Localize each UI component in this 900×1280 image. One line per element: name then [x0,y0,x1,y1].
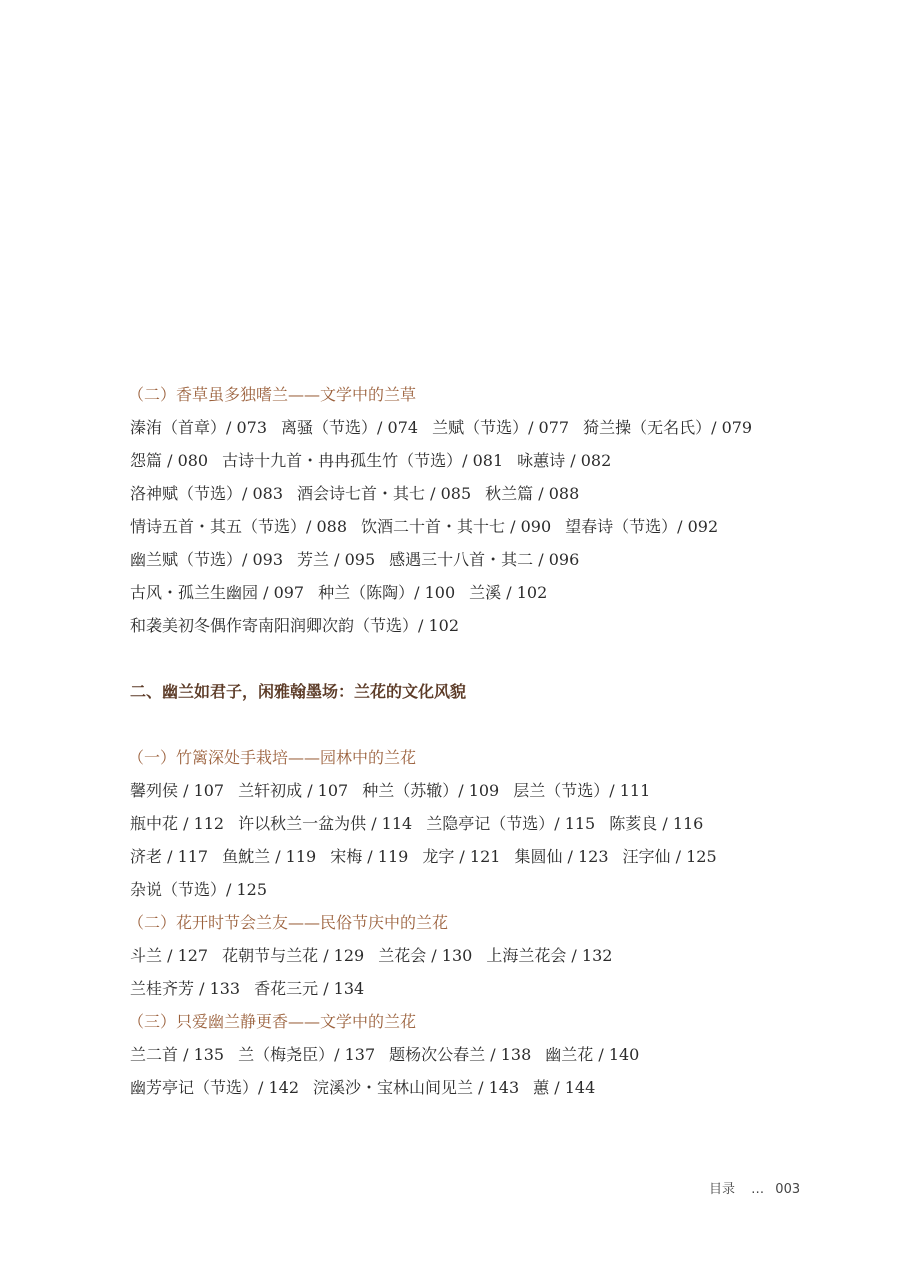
toc-entry[interactable]: 古诗十九首・冉冉孤生竹（节选）/ 081 [222,451,504,470]
toc-entry[interactable]: 宋梅 / 119 [330,847,409,866]
toc-entry[interactable]: 陈荄良 / 116 [609,814,704,833]
toc-entry[interactable]: 种兰（苏辙）/ 109 [362,781,500,800]
footer-label: 目录 [709,1182,736,1197]
toc-entry[interactable]: 情诗五首・其五（节选）/ 088 [130,517,348,536]
toc-entry[interactable]: 瓶中花 / 112 [130,814,225,833]
toc-entry[interactable]: 秋兰篇 / 088 [485,484,580,503]
section-heading: （三）只爱幽兰静更香——文学中的兰花 [128,1012,417,1031]
toc-line [130,609,850,642]
toc-entry[interactable]: 龙字 / 121 [422,847,501,866]
toc-line [130,477,850,510]
toc-entry[interactable]: 上海兰花会 / 132 [486,946,613,965]
toc-entry[interactable]: 离骚（节选）/ 074 [281,418,419,437]
toc-entry[interactable]: 济老 / 117 [130,847,209,866]
toc-entry[interactable]: 幽芳亭记（节选）/ 142 [130,1078,300,1097]
toc-entry[interactable]: 古风・孤兰生幽园 / 097 [130,583,305,602]
toc-entry[interactable]: 蕙 / 144 [533,1078,596,1097]
toc-entry[interactable]: 兰溪 / 102 [469,583,548,602]
toc-entry[interactable]: 集圆仙 / 123 [514,847,609,866]
toc-line [130,1038,850,1071]
page-footer [709,1178,800,1197]
toc-entry[interactable]: 兰轩初成 / 107 [238,781,349,800]
toc-entry[interactable]: 层兰（节选）/ 111 [513,781,651,800]
entry-lines [130,939,850,1005]
section-heading: （二）香草虽多独嗜兰——文学中的兰草 [128,385,417,404]
toc-entry[interactable]: 题杨次公春兰 / 138 [389,1045,532,1064]
section-heading: （二）花开时节会兰友——民俗节庆中的兰花 [128,913,449,932]
toc-line [130,1071,850,1104]
toc-entry[interactable]: 兰隐亭记（节选）/ 115 [426,814,596,833]
toc-line [130,972,850,1005]
toc-entry[interactable]: 鱼魫兰 / 119 [222,847,317,866]
toc-entry[interactable]: 和袭美初冬偶作寄南阳润卿次韵（节选）/ 102 [130,616,460,635]
toc-line [130,807,850,840]
toc-entry[interactable]: 汪字仙 / 125 [622,847,717,866]
toc-entry[interactable]: 饮酒二十首・其十七 / 090 [361,517,552,536]
toc-section [130,741,850,906]
toc-entry[interactable]: 兰花会 / 130 [378,946,473,965]
toc-entry[interactable]: 咏蕙诗 / 082 [517,451,612,470]
toc-entry[interactable]: 香花三元 / 134 [254,979,365,998]
table-of-contents [130,378,850,1104]
toc-entry[interactable]: 酒会诗七首・其七 / 085 [297,484,472,503]
entry-lines [130,774,850,906]
footer-dots: … [751,1182,766,1197]
page-number: 003 [775,1182,801,1197]
toc-entry[interactable]: 感遇三十八首・其二 / 096 [389,550,580,569]
toc-section [130,906,850,1005]
toc-line [130,543,850,576]
chapter-heading: 二、幽兰如君子，闲雅翰墨场：兰花的文化风貌 [130,682,467,701]
entry-lines [130,411,850,642]
toc-entry[interactable]: 溱洧（首章）/ 073 [130,418,268,437]
toc-entry[interactable]: 幽兰赋（节选）/ 093 [130,550,284,569]
toc-entry[interactable]: 兰赋（节选）/ 077 [432,418,570,437]
toc-line [130,576,850,609]
toc-entry[interactable]: 兰（梅尧臣）/ 137 [238,1045,376,1064]
toc-entry[interactable]: 幽兰花 / 140 [545,1045,640,1064]
toc-entry[interactable]: 洛神赋（节选）/ 083 [130,484,284,503]
toc-entry[interactable]: 浣溪沙・宝林山间见兰 / 143 [313,1078,520,1097]
toc-entry[interactable]: 斗兰 / 127 [130,946,209,965]
toc-entry[interactable]: 花朝节与兰花 / 129 [222,946,365,965]
toc-entry[interactable]: 杂说（节选）/ 125 [130,880,268,899]
toc-line [130,411,850,444]
toc-entry[interactable]: 芳兰 / 095 [297,550,376,569]
toc-line [130,939,850,972]
toc-section [130,378,850,642]
toc-entry[interactable]: 许以秋兰一盆为供 / 114 [238,814,413,833]
entry-lines [130,1038,850,1104]
toc-line [130,444,850,477]
toc-entry[interactable]: 猗兰操（无名氏）/ 079 [583,418,753,437]
toc-section [130,1005,850,1104]
toc-entry[interactable]: 兰二首 / 135 [130,1045,225,1064]
toc-entry[interactable]: 种兰（陈陶）/ 100 [318,583,456,602]
toc-line [130,774,850,807]
toc-line [130,510,850,543]
toc-line [130,840,850,873]
toc-entry[interactable]: 馨列侯 / 107 [130,781,225,800]
toc-entry[interactable]: 兰桂齐芳 / 133 [130,979,241,998]
section-heading: （一）竹篱深处手栽培——园林中的兰花 [128,748,417,767]
toc-entry[interactable]: 望春诗（节选）/ 092 [565,517,719,536]
toc-entry[interactable]: 怨篇 / 080 [130,451,209,470]
toc-line [130,873,850,906]
